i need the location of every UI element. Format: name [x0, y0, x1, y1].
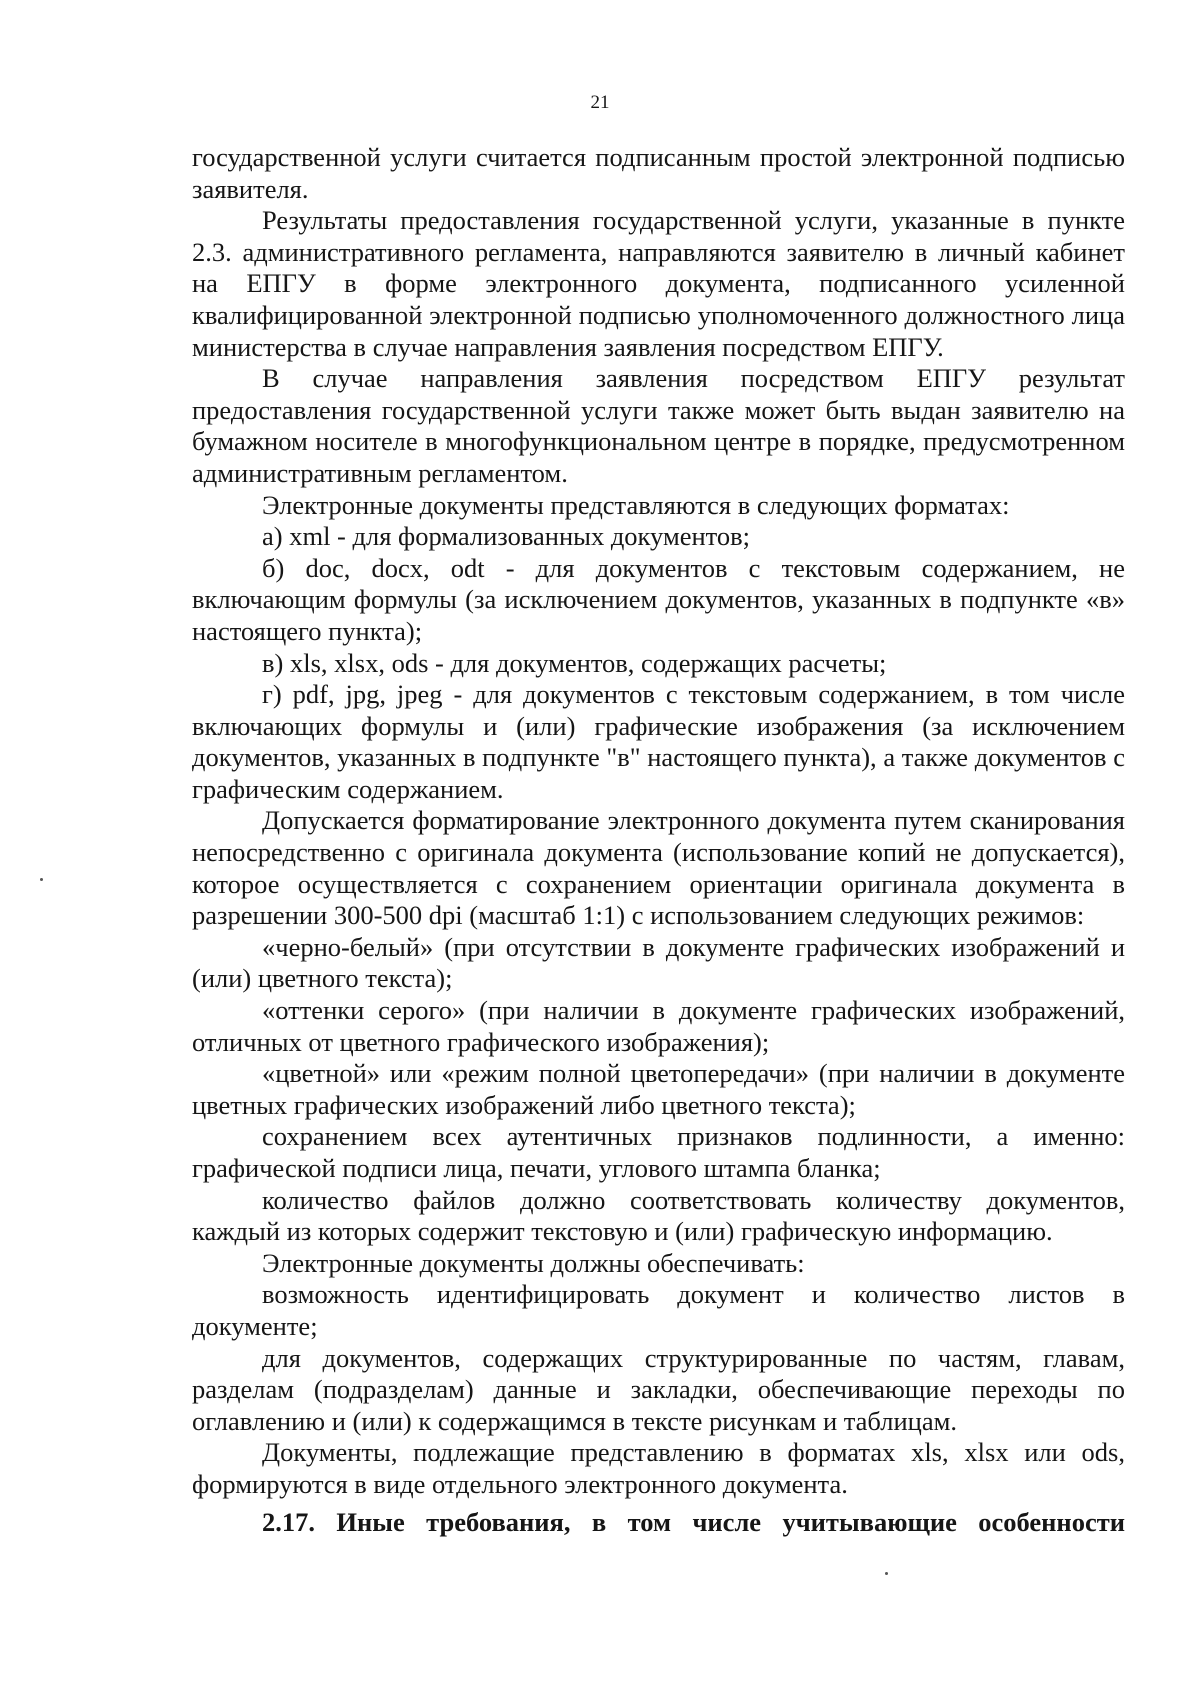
scan-speck-bottom [885, 1572, 888, 1575]
section-heading: 2.17. Иные требования, в том числе учитывающие особенности [262, 1506, 1125, 1537]
paragraph-spreadsheets: Документы, подлежащие представлению в форматах xls, xlsx или ods, формируются в виде отдельного электронного документа. [192, 1437, 1125, 1499]
paragraph-paper-result: В случае направления заявления посредством ЕПГУ результат предоставления государственной услуги также может быть выдан заявителю на бумажном носителе в многофункциональном центре в порядке, предусмотренном административным регламентом. [192, 363, 1125, 488]
paragraph-requirements-intro: Электронные документы должны обеспечивать: [262, 1247, 805, 1278]
list-item-bookmarks: для документов, содержащих структурированные по частям, главам, разделам (подразделам) данные и закладки, обеспечивающие переходы по оглавлению и (или) к содержащимся в тексте рисункам и таблицам. [192, 1342, 1125, 1436]
page-number: 21 [590, 92, 610, 113]
list-item-format-a: а) xml - для формализованных документов; [262, 521, 751, 552]
list-item-format-g: г) pdf, jpg, jpeg - для документов с текстовым содержанием, в том числе включающих формулы и (или) графические изображения (за исключением документов, указанных в подпункте "в" настоящего пункта), а также документов с графическим содержанием. [192, 679, 1125, 804]
list-item-format-v: в) xls, xlsx, ods - для документов, содержащих расчеты; [262, 647, 887, 678]
list-item-mode-color: «цветной» или «режим полной цветопередачи» (при наличии в документе цветных графических изображений либо цветного текста); [192, 1058, 1125, 1120]
list-item-format-b: б) doc, docx, odt - для документов с текстовым содержанием, не включающим формулы (за исключением документов, указанных в подпункте «в» настоящего пункта); [192, 552, 1125, 646]
list-item-authenticity: сохранением всех аутентичных признаков подлинности, а именно: графической подписи лица, печати, углового штампа бланка; [192, 1121, 1125, 1183]
paragraph-results-delivery: Результаты предоставления государственной услуги, указанные в пункте 2.3. административного регламента, направляются заявителю в личный кабинет на ЕПГУ в форме электронного документа, подписанного усиленной квалифицированной электронной подписью уполномоченного должностного лица министерства в случае направления заявления посредством ЕПГУ. [192, 205, 1125, 362]
list-item-file-count: количество файлов должно соответствовать количеству документов, каждый из которых содержит текстовую и (или) графическую информацию. [192, 1184, 1125, 1247]
list-item-identify: возможность идентифицировать документ и количество листов в документе; [192, 1279, 1125, 1341]
paragraph-formats-intro: Электронные документы представляются в следующих форматах: [262, 489, 1010, 520]
paragraph-continuation: государственной услуги считается подписанным простой электронной подписью заявителя. [192, 142, 1125, 204]
list-item-mode-bw: «черно-белый» (при отсутствии в документе графических изображений и (или) цветного текста); [192, 931, 1125, 994]
list-item-mode-grey: «оттенки серого» (при наличии в документе графических изображений, отличных от цветного графического изображения); [192, 995, 1125, 1057]
scan-speck-left [40, 878, 43, 881]
paragraph-scanning: Допускается форматирование электронного документа путем сканирования непосредственно с оригинала документа (использование копий не допускается), которое осуществляется с сохранением ориентации оригинала документа в разрешении 300-500 dpi (масштаб 1:1) с использованием следующих режимов: [192, 805, 1125, 931]
document-body [192, 142, 1125, 1538]
